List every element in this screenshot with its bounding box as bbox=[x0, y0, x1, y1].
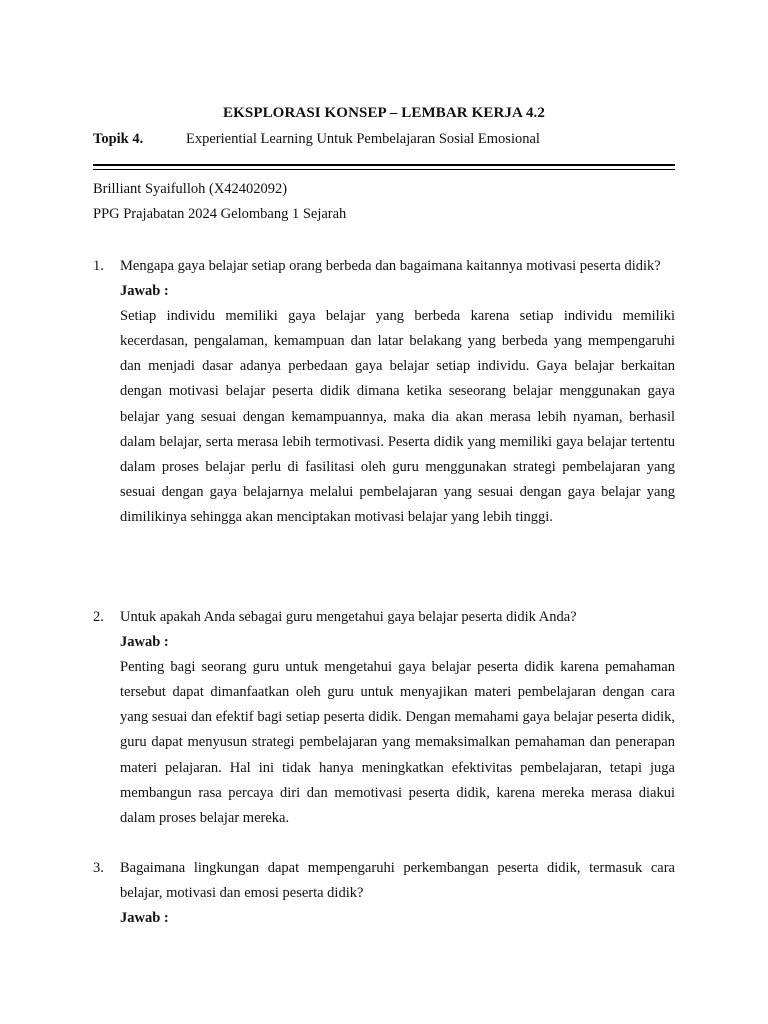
topic-label: Topik 4. bbox=[93, 131, 144, 147]
question-item-3 bbox=[93, 856, 675, 931]
answer-label: Jawab : bbox=[120, 283, 169, 300]
question-body bbox=[120, 605, 675, 831]
header-divider-thin bbox=[93, 169, 675, 170]
question-item-1 bbox=[93, 254, 675, 530]
question-text: Bagaimana lingkungan dapat mempengaruhi perkembangan peserta didik, termasuk cara belajar, motivasi dan emosi peserta didik? bbox=[120, 860, 675, 902]
question-number: 1. bbox=[93, 258, 104, 274]
question-text: Mengapa gaya belajar setiap orang berbeda dan bagaimana kaitannya motivasi peserta didik? bbox=[120, 258, 661, 274]
author-program: PPG Prajabatan 2024 Gelombang 1 Sejarah bbox=[93, 206, 347, 222]
answer-text: Penting bagi seorang guru untuk mengetahui gaya belajar peserta didik karena pemahaman tersebut dapat dimanfaatkan oleh guru untuk menyajikan materi pembelajaran dengan cara yang sesuai dan efektif bagi setiap peserta didik. Dengan memahami gaya belajar peserta didik, guru dapat menyusun strategi pembelajaran yang memaksimalkan pemahaman dan penerapan materi pelajaran. Hal ini tidak hanya meningkatkan efektivitas pembelajaran, tetapi juga membangun rasa percaya diri dan memotivasi peserta didik, karena mereka merasa diakui dalam proses belajar mereka. bbox=[120, 659, 675, 826]
question-text: Untuk apakah Anda sebagai guru mengetahui gaya belajar peserta didik Anda? bbox=[120, 609, 577, 625]
answer-label: Jawab : bbox=[120, 910, 169, 927]
answer-label: Jawab : bbox=[120, 634, 169, 651]
answer-text: Setiap individu memiliki gaya belajar yang berbeda karena setiap individu memiliki kecerdasan, pengalaman, kemampuan dan latar belakang yang berbeda yang mempengaruhi dan menjadi dasar adanya perbedaan gaya belajar setiap individu. Gaya belajar berkaitan dengan motivasi belajar peserta didik dimana ketika seseorang belajar menggunakan gaya belajar yang sesuai dengan kemampuannya, maka dia akan merasa lebih nyaman, berhasil dalam belajar, serta merasa lebih termotivasi. Peserta didik yang memiliki gaya belajar tertentu dalam proses belajar perlu di fasilitasi oleh guru menggunakan strategi pembelajaran yang sesuai dengan gaya belajarnya melalui pembelajaran yang sesuai dengan gaya belajar yang dimilikinya sehingga akan menciptakan motivasi belajar yang lebih tinggi. bbox=[120, 308, 675, 525]
question-item-2 bbox=[93, 605, 675, 831]
question-body bbox=[120, 856, 675, 931]
author-name: Brilliant Syaifulloh (X42402092) bbox=[93, 181, 288, 197]
topic-text: Experiential Learning Untuk Pembelajaran Sosial Emosional bbox=[186, 131, 540, 147]
question-number: 3. bbox=[93, 860, 104, 876]
question-body bbox=[120, 254, 675, 530]
header-divider-thick bbox=[93, 164, 675, 166]
topic-row bbox=[93, 131, 540, 148]
question-number: 2. bbox=[93, 609, 104, 625]
document-title: EKSPLORASI KONSEP – LEMBAR KERJA 4.2 bbox=[223, 105, 545, 121]
